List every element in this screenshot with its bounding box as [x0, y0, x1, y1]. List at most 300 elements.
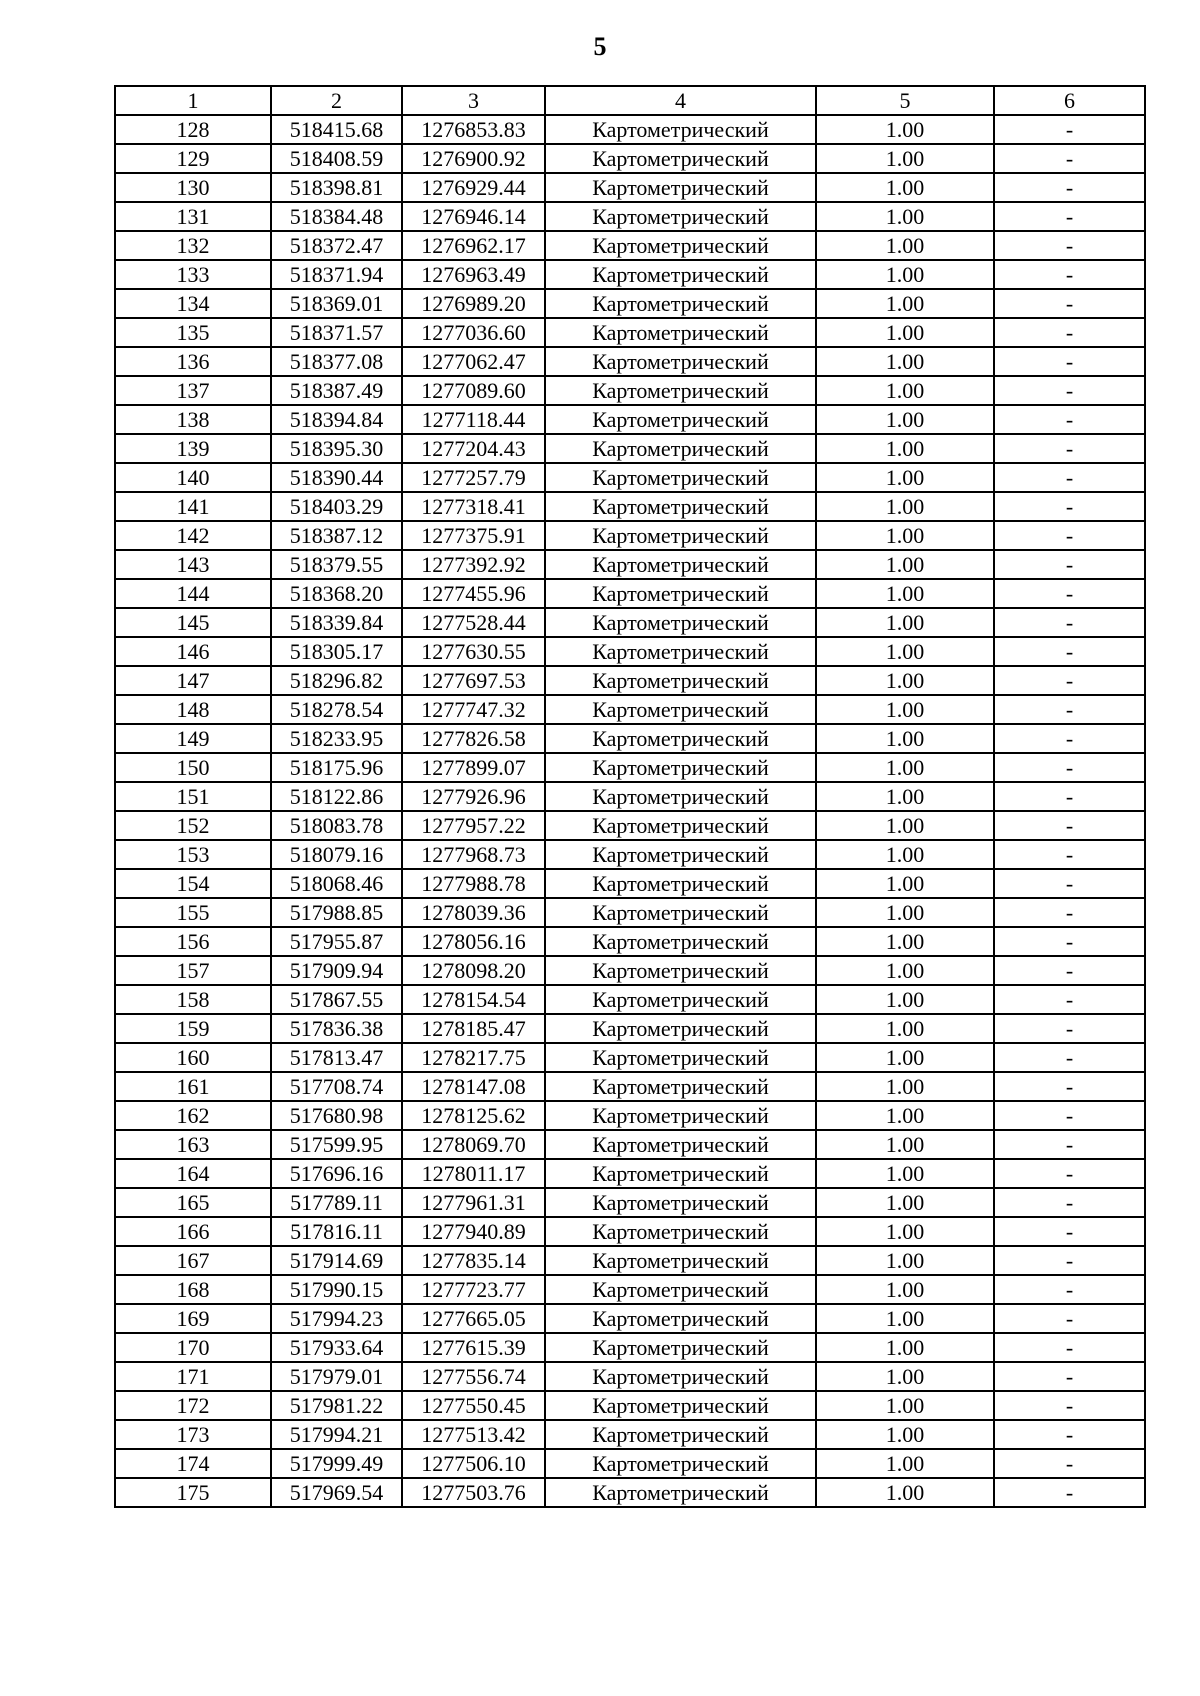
- cell-point-number: 149: [115, 724, 271, 753]
- table-row: [115, 724, 1145, 753]
- table-row: [115, 550, 1145, 579]
- cell-point-number: 135: [115, 318, 271, 347]
- cell-y: 1277968.73: [402, 840, 545, 869]
- cell-x: 517909.94: [271, 956, 402, 985]
- header-cell-description: 6: [994, 86, 1145, 115]
- cell-y: 1276853.83: [402, 115, 545, 144]
- cell-accuracy: 1.00: [816, 1217, 994, 1246]
- cell-accuracy: 1.00: [816, 405, 994, 434]
- cell-accuracy: 1.00: [816, 1130, 994, 1159]
- cell-accuracy: 1.00: [816, 898, 994, 927]
- cell-description: -: [994, 1362, 1145, 1391]
- cell-accuracy: 1.00: [816, 289, 994, 318]
- table-row: [115, 347, 1145, 376]
- cell-accuracy: 1.00: [816, 376, 994, 405]
- cell-point-number: 175: [115, 1478, 271, 1507]
- cell-accuracy: 1.00: [816, 115, 994, 144]
- cell-x: 518175.96: [271, 753, 402, 782]
- header-row: [115, 86, 1145, 115]
- table-row: [115, 782, 1145, 811]
- cell-y: 1277957.22: [402, 811, 545, 840]
- table-row: [115, 1275, 1145, 1304]
- cell-point-number: 171: [115, 1362, 271, 1391]
- page-number: 5: [593, 32, 607, 61]
- cell-method: Картометрический: [545, 173, 816, 202]
- cell-point-number: 167: [115, 1246, 271, 1275]
- table-row: [115, 173, 1145, 202]
- table-row: [115, 927, 1145, 956]
- cell-description: -: [994, 1217, 1145, 1246]
- cell-description: -: [994, 782, 1145, 811]
- cell-x: 518278.54: [271, 695, 402, 724]
- cell-x: 517969.54: [271, 1478, 402, 1507]
- cell-point-number: 158: [115, 985, 271, 1014]
- cell-method: Картометрический: [545, 521, 816, 550]
- cell-y: 1276929.44: [402, 173, 545, 202]
- table-row: [115, 289, 1145, 318]
- cell-accuracy: 1.00: [816, 840, 994, 869]
- cell-accuracy: 1.00: [816, 1304, 994, 1333]
- cell-description: -: [994, 695, 1145, 724]
- cell-accuracy: 1.00: [816, 260, 994, 289]
- cell-method: Картометрический: [545, 1014, 816, 1043]
- table-row: [115, 985, 1145, 1014]
- cell-x: 518371.57: [271, 318, 402, 347]
- cell-y: 1277615.39: [402, 1333, 545, 1362]
- cell-x: 517708.74: [271, 1072, 402, 1101]
- table-row: [115, 260, 1145, 289]
- header-cell-point-number: 1: [115, 86, 271, 115]
- table-row: [115, 1159, 1145, 1188]
- cell-point-number: 136: [115, 347, 271, 376]
- cell-point-number: 153: [115, 840, 271, 869]
- cell-y: 1278217.75: [402, 1043, 545, 1072]
- cell-method: Картометрический: [545, 231, 816, 260]
- coordinates-table: [114, 85, 1146, 1508]
- cell-x: 518122.86: [271, 782, 402, 811]
- cell-accuracy: 1.00: [816, 1333, 994, 1362]
- cell-y: 1277513.42: [402, 1420, 545, 1449]
- cell-description: -: [994, 1420, 1145, 1449]
- table-header: [115, 86, 1145, 115]
- cell-method: Картометрический: [545, 811, 816, 840]
- cell-x: 518395.30: [271, 434, 402, 463]
- cell-point-number: 134: [115, 289, 271, 318]
- cell-method: Картометрический: [545, 1043, 816, 1072]
- cell-description: -: [994, 1101, 1145, 1130]
- table-row: [115, 956, 1145, 985]
- cell-y: 1277036.60: [402, 318, 545, 347]
- cell-method: Картометрический: [545, 347, 816, 376]
- cell-description: -: [994, 492, 1145, 521]
- header-cell-y: 3: [402, 86, 545, 115]
- cell-description: -: [994, 463, 1145, 492]
- table-row: [115, 1420, 1145, 1449]
- cell-point-number: 160: [115, 1043, 271, 1072]
- header-cell-x: 2: [271, 86, 402, 115]
- cell-description: -: [994, 1072, 1145, 1101]
- cell-method: Картометрический: [545, 1449, 816, 1478]
- cell-point-number: 129: [115, 144, 271, 173]
- cell-y: 1277455.96: [402, 579, 545, 608]
- cell-accuracy: 1.00: [816, 318, 994, 347]
- table-row: [115, 1362, 1145, 1391]
- cell-x: 517867.55: [271, 985, 402, 1014]
- cell-method: Картометрический: [545, 318, 816, 347]
- table-row: [115, 1304, 1145, 1333]
- cell-point-number: 172: [115, 1391, 271, 1420]
- cell-method: Картометрический: [545, 115, 816, 144]
- cell-point-number: 154: [115, 869, 271, 898]
- cell-accuracy: 1.00: [816, 1159, 994, 1188]
- cell-y: 1277665.05: [402, 1304, 545, 1333]
- cell-method: Картометрический: [545, 1304, 816, 1333]
- cell-method: Картометрический: [545, 1130, 816, 1159]
- cell-method: Картометрический: [545, 724, 816, 753]
- cell-accuracy: 1.00: [816, 811, 994, 840]
- cell-accuracy: 1.00: [816, 1188, 994, 1217]
- cell-accuracy: 1.00: [816, 1362, 994, 1391]
- cell-point-number: 159: [115, 1014, 271, 1043]
- cell-accuracy: 1.00: [816, 782, 994, 811]
- cell-accuracy: 1.00: [816, 1275, 994, 1304]
- cell-method: Картометрический: [545, 666, 816, 695]
- cell-x: 517979.01: [271, 1362, 402, 1391]
- cell-method: Картометрический: [545, 492, 816, 521]
- cell-accuracy: 1.00: [816, 724, 994, 753]
- table-row: [115, 753, 1145, 782]
- cell-x: 518372.47: [271, 231, 402, 260]
- cell-accuracy: 1.00: [816, 1101, 994, 1130]
- cell-description: -: [994, 434, 1145, 463]
- cell-y: 1277723.77: [402, 1275, 545, 1304]
- cell-description: -: [994, 753, 1145, 782]
- cell-x: 518387.12: [271, 521, 402, 550]
- cell-point-number: 132: [115, 231, 271, 260]
- cell-point-number: 173: [115, 1420, 271, 1449]
- table-row: [115, 695, 1145, 724]
- cell-description: -: [994, 869, 1145, 898]
- cell-point-number: 166: [115, 1217, 271, 1246]
- table-row: [115, 1072, 1145, 1101]
- cell-point-number: 143: [115, 550, 271, 579]
- cell-accuracy: 1.00: [816, 753, 994, 782]
- cell-accuracy: 1.00: [816, 231, 994, 260]
- cell-method: Картометрический: [545, 1275, 816, 1304]
- cell-description: -: [994, 1478, 1145, 1507]
- table-row: [115, 898, 1145, 927]
- cell-x: 517988.85: [271, 898, 402, 927]
- cell-accuracy: 1.00: [816, 1072, 994, 1101]
- cell-description: -: [994, 1333, 1145, 1362]
- cell-y: 1278056.16: [402, 927, 545, 956]
- cell-y: 1277926.96: [402, 782, 545, 811]
- cell-method: Картометрический: [545, 753, 816, 782]
- table-row: [115, 1101, 1145, 1130]
- cell-point-number: 169: [115, 1304, 271, 1333]
- table-row: [115, 202, 1145, 231]
- cell-point-number: 152: [115, 811, 271, 840]
- cell-x: 517789.11: [271, 1188, 402, 1217]
- cell-y: 1278011.17: [402, 1159, 545, 1188]
- cell-method: Картометрический: [545, 434, 816, 463]
- cell-x: 517955.87: [271, 927, 402, 956]
- cell-y: 1277550.45: [402, 1391, 545, 1420]
- cell-accuracy: 1.00: [816, 521, 994, 550]
- cell-x: 517933.64: [271, 1333, 402, 1362]
- cell-y: 1277988.78: [402, 869, 545, 898]
- table-row: [115, 1217, 1145, 1246]
- cell-y: 1278069.70: [402, 1130, 545, 1159]
- cell-method: Картометрический: [545, 202, 816, 231]
- cell-x: 517836.38: [271, 1014, 402, 1043]
- cell-y: 1277506.10: [402, 1449, 545, 1478]
- table-row: [115, 463, 1145, 492]
- cell-x: 517813.47: [271, 1043, 402, 1072]
- cell-x: 518371.94: [271, 260, 402, 289]
- cell-accuracy: 1.00: [816, 1391, 994, 1420]
- cell-method: Картометрический: [545, 840, 816, 869]
- cell-x: 518403.29: [271, 492, 402, 521]
- cell-point-number: 155: [115, 898, 271, 927]
- cell-y: 1276946.14: [402, 202, 545, 231]
- table-row: [115, 492, 1145, 521]
- cell-description: -: [994, 811, 1145, 840]
- cell-method: Картометрический: [545, 579, 816, 608]
- cell-x: 518384.48: [271, 202, 402, 231]
- cell-y: 1276962.17: [402, 231, 545, 260]
- cell-accuracy: 1.00: [816, 579, 994, 608]
- cell-method: Картометрический: [545, 550, 816, 579]
- cell-method: Картометрический: [545, 1101, 816, 1130]
- cell-point-number: 139: [115, 434, 271, 463]
- table-row: [115, 637, 1145, 666]
- cell-y: 1277899.07: [402, 753, 545, 782]
- cell-method: Картометрический: [545, 956, 816, 985]
- cell-x: 518368.20: [271, 579, 402, 608]
- cell-point-number: 131: [115, 202, 271, 231]
- cell-point-number: 151: [115, 782, 271, 811]
- cell-y: 1278147.08: [402, 1072, 545, 1101]
- cell-y: 1277697.53: [402, 666, 545, 695]
- table-row: [115, 1449, 1145, 1478]
- cell-point-number: 161: [115, 1072, 271, 1101]
- cell-x: 518390.44: [271, 463, 402, 492]
- cell-method: Картометрический: [545, 463, 816, 492]
- cell-method: Картометрический: [545, 869, 816, 898]
- cell-description: -: [994, 173, 1145, 202]
- cell-accuracy: 1.00: [816, 695, 994, 724]
- cell-x: 518415.68: [271, 115, 402, 144]
- table-row: [115, 579, 1145, 608]
- cell-x: 518305.17: [271, 637, 402, 666]
- cell-accuracy: 1.00: [816, 434, 994, 463]
- cell-y: 1277318.41: [402, 492, 545, 521]
- cell-description: -: [994, 1188, 1145, 1217]
- cell-y: 1276989.20: [402, 289, 545, 318]
- cell-method: Картометрический: [545, 1362, 816, 1391]
- cell-accuracy: 1.00: [816, 985, 994, 1014]
- cell-x: 518068.46: [271, 869, 402, 898]
- cell-point-number: 150: [115, 753, 271, 782]
- cell-method: Картометрический: [545, 637, 816, 666]
- cell-accuracy: 1.00: [816, 956, 994, 985]
- cell-description: -: [994, 521, 1145, 550]
- cell-y: 1277503.76: [402, 1478, 545, 1507]
- cell-y: 1278185.47: [402, 1014, 545, 1043]
- cell-method: Картометрический: [545, 898, 816, 927]
- cell-accuracy: 1.00: [816, 1478, 994, 1507]
- cell-method: Картометрический: [545, 782, 816, 811]
- table-row: [115, 1478, 1145, 1507]
- cell-point-number: 137: [115, 376, 271, 405]
- cell-description: -: [994, 202, 1145, 231]
- cell-method: Картометрический: [545, 1478, 816, 1507]
- table-row: [115, 405, 1145, 434]
- cell-description: -: [994, 898, 1145, 927]
- cell-point-number: 141: [115, 492, 271, 521]
- cell-method: Картометрический: [545, 376, 816, 405]
- table-body: [115, 115, 1145, 1507]
- cell-description: -: [994, 956, 1145, 985]
- cell-description: -: [994, 1130, 1145, 1159]
- cell-x: 517696.16: [271, 1159, 402, 1188]
- cell-y: 1277118.44: [402, 405, 545, 434]
- cell-point-number: 156: [115, 927, 271, 956]
- table-row: [115, 1130, 1145, 1159]
- cell-y: 1277940.89: [402, 1217, 545, 1246]
- cell-accuracy: 1.00: [816, 1246, 994, 1275]
- cell-accuracy: 1.00: [816, 492, 994, 521]
- cell-x: 517816.11: [271, 1217, 402, 1246]
- cell-y: 1278125.62: [402, 1101, 545, 1130]
- cell-description: -: [994, 260, 1145, 289]
- table-row: [115, 318, 1145, 347]
- cell-y: 1277630.55: [402, 637, 545, 666]
- table-row: [115, 666, 1145, 695]
- cell-description: -: [994, 1304, 1145, 1333]
- cell-x: 517994.21: [271, 1420, 402, 1449]
- cell-x: 518079.16: [271, 840, 402, 869]
- cell-y: 1277556.74: [402, 1362, 545, 1391]
- cell-x: 517994.23: [271, 1304, 402, 1333]
- table-row: [115, 608, 1145, 637]
- cell-point-number: 170: [115, 1333, 271, 1362]
- cell-method: Картометрический: [545, 695, 816, 724]
- cell-x: 518083.78: [271, 811, 402, 840]
- cell-x: 517981.22: [271, 1391, 402, 1420]
- cell-x: 517599.95: [271, 1130, 402, 1159]
- table-row: [115, 144, 1145, 173]
- cell-method: Картометрический: [545, 1420, 816, 1449]
- cell-accuracy: 1.00: [816, 1014, 994, 1043]
- cell-x: 518233.95: [271, 724, 402, 753]
- cell-description: -: [994, 347, 1145, 376]
- table-row: [115, 1333, 1145, 1362]
- cell-description: -: [994, 608, 1145, 637]
- table-row: [115, 1391, 1145, 1420]
- cell-description: -: [994, 376, 1145, 405]
- cell-accuracy: 1.00: [816, 1043, 994, 1072]
- cell-x: 518408.59: [271, 144, 402, 173]
- cell-x: 517680.98: [271, 1101, 402, 1130]
- cell-y: 1277062.47: [402, 347, 545, 376]
- cell-method: Картометрический: [545, 1246, 816, 1275]
- cell-point-number: 148: [115, 695, 271, 724]
- table-row: [115, 521, 1145, 550]
- cell-description: -: [994, 840, 1145, 869]
- cell-description: -: [994, 637, 1145, 666]
- cell-x: 518379.55: [271, 550, 402, 579]
- table-row: [115, 840, 1145, 869]
- cell-x: 518339.84: [271, 608, 402, 637]
- cell-x: 517999.49: [271, 1449, 402, 1478]
- cell-x: 518394.84: [271, 405, 402, 434]
- cell-description: -: [994, 289, 1145, 318]
- cell-y: 1278098.20: [402, 956, 545, 985]
- cell-point-number: 157: [115, 956, 271, 985]
- table-row: [115, 376, 1145, 405]
- table-row: [115, 115, 1145, 144]
- cell-description: -: [994, 144, 1145, 173]
- cell-accuracy: 1.00: [816, 173, 994, 202]
- cell-method: Картометрический: [545, 144, 816, 173]
- cell-method: Картометрический: [545, 1391, 816, 1420]
- cell-accuracy: 1.00: [816, 1420, 994, 1449]
- cell-method: Картометрический: [545, 1333, 816, 1362]
- cell-accuracy: 1.00: [816, 869, 994, 898]
- cell-description: -: [994, 927, 1145, 956]
- table-row: [115, 1014, 1145, 1043]
- cell-accuracy: 1.00: [816, 666, 994, 695]
- cell-description: -: [994, 1391, 1145, 1420]
- cell-x: 518369.01: [271, 289, 402, 318]
- cell-method: Картометрический: [545, 1188, 816, 1217]
- cell-accuracy: 1.00: [816, 463, 994, 492]
- cell-method: Картометрический: [545, 608, 816, 637]
- cell-method: Картометрический: [545, 985, 816, 1014]
- cell-description: -: [994, 1043, 1145, 1072]
- cell-accuracy: 1.00: [816, 550, 994, 579]
- cell-x: 517914.69: [271, 1246, 402, 1275]
- cell-description: -: [994, 724, 1145, 753]
- cell-point-number: 164: [115, 1159, 271, 1188]
- cell-point-number: 140: [115, 463, 271, 492]
- cell-description: -: [994, 1275, 1145, 1304]
- cell-point-number: 168: [115, 1275, 271, 1304]
- cell-y: 1277392.92: [402, 550, 545, 579]
- cell-description: -: [994, 985, 1145, 1014]
- cell-accuracy: 1.00: [816, 608, 994, 637]
- cell-y: 1277089.60: [402, 376, 545, 405]
- cell-method: Картометрический: [545, 927, 816, 956]
- cell-description: -: [994, 1246, 1145, 1275]
- cell-point-number: 130: [115, 173, 271, 202]
- table-row: [115, 811, 1145, 840]
- cell-point-number: 133: [115, 260, 271, 289]
- cell-description: -: [994, 115, 1145, 144]
- cell-point-number: 128: [115, 115, 271, 144]
- table-row: [115, 434, 1145, 463]
- cell-y: 1276963.49: [402, 260, 545, 289]
- cell-y: 1277961.31: [402, 1188, 545, 1217]
- cell-point-number: 138: [115, 405, 271, 434]
- table-row: [115, 1188, 1145, 1217]
- cell-point-number: 147: [115, 666, 271, 695]
- cell-description: -: [994, 666, 1145, 695]
- cell-method: Картометрический: [545, 289, 816, 318]
- cell-description: -: [994, 318, 1145, 347]
